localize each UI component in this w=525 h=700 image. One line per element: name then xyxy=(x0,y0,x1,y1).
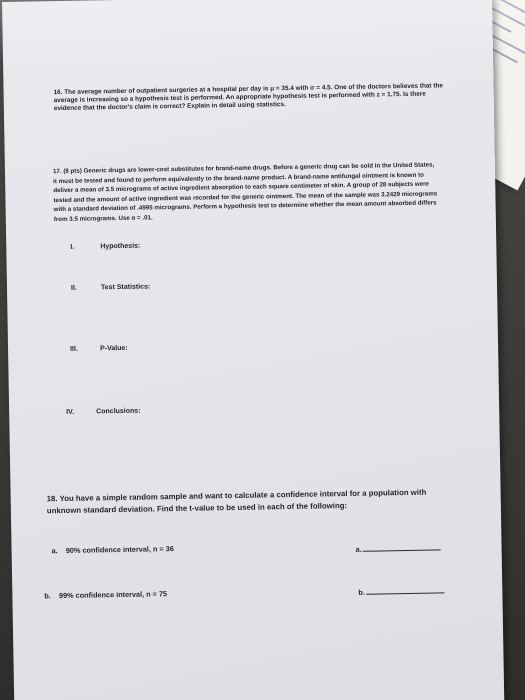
part-label: Conclusions: xyxy=(96,407,141,416)
part-label: P-Value: xyxy=(100,344,128,353)
answer-blank-a[interactable] xyxy=(355,541,440,553)
item-text: 99% confidence interval, n = 75 xyxy=(58,589,168,601)
item-letter: b. xyxy=(44,591,51,601)
part-label: Hypothesis: xyxy=(100,242,141,251)
worksheet-page xyxy=(2,0,505,700)
answer-blank-b[interactable] xyxy=(358,584,444,596)
question-18: 18. You have a simple random sample and want to calculate a confidence interval for a population with unknown standard deviation. Find the t-value to be used in each of the following: xyxy=(46,487,427,516)
item-a xyxy=(52,544,174,555)
part-label: Test Statistics: xyxy=(100,283,151,292)
item-letter: a. xyxy=(51,546,58,556)
part-number: III. xyxy=(70,345,78,353)
item-text: 90% confidence interval, n = 36 xyxy=(65,544,174,555)
item-b xyxy=(44,589,167,600)
question-17: 17. (8 pts) Generic drugs are lower-cost substitutes for brand-name drugs. Before a generic drug can be sold in the United States, it must be tested and found to perform equivalently to the brand-name product. A brand-name antifungal ointment is known to deliver a mean of 3.5 micrograms of active ingredient absorption to each square centimeter of skin. A group of 28 subjects were tested and the amount of active ingredient was recorded for the generic ointment. The mean of the sample was 3.2429 micrograms with a standard deviation of .4995 micrograms. Perform a hypothesis test to determine whether the mean amount absorbed differs from 3.5 micrograms. Use α = .01. xyxy=(52,161,438,224)
part-number: IV. xyxy=(66,408,75,416)
part-number: I. xyxy=(70,243,75,251)
answer-line[interactable] xyxy=(363,541,441,551)
blank-label: a. xyxy=(355,544,362,554)
blank-label: b. xyxy=(358,587,365,597)
answer-line[interactable] xyxy=(366,584,444,594)
part-number: II. xyxy=(70,284,77,292)
question-16: 16. The average number of outpatient surgeries at a hospital per day is μ = 35.4 with σ = 4.5. One of the doctors believes that the average is increasing so a hypothesis test is performed. An appropriate hypothesis test is performed with z = 1.75. Is there evidence that the doctor's claim is correct? Explain in detail using statistics. xyxy=(53,82,443,113)
